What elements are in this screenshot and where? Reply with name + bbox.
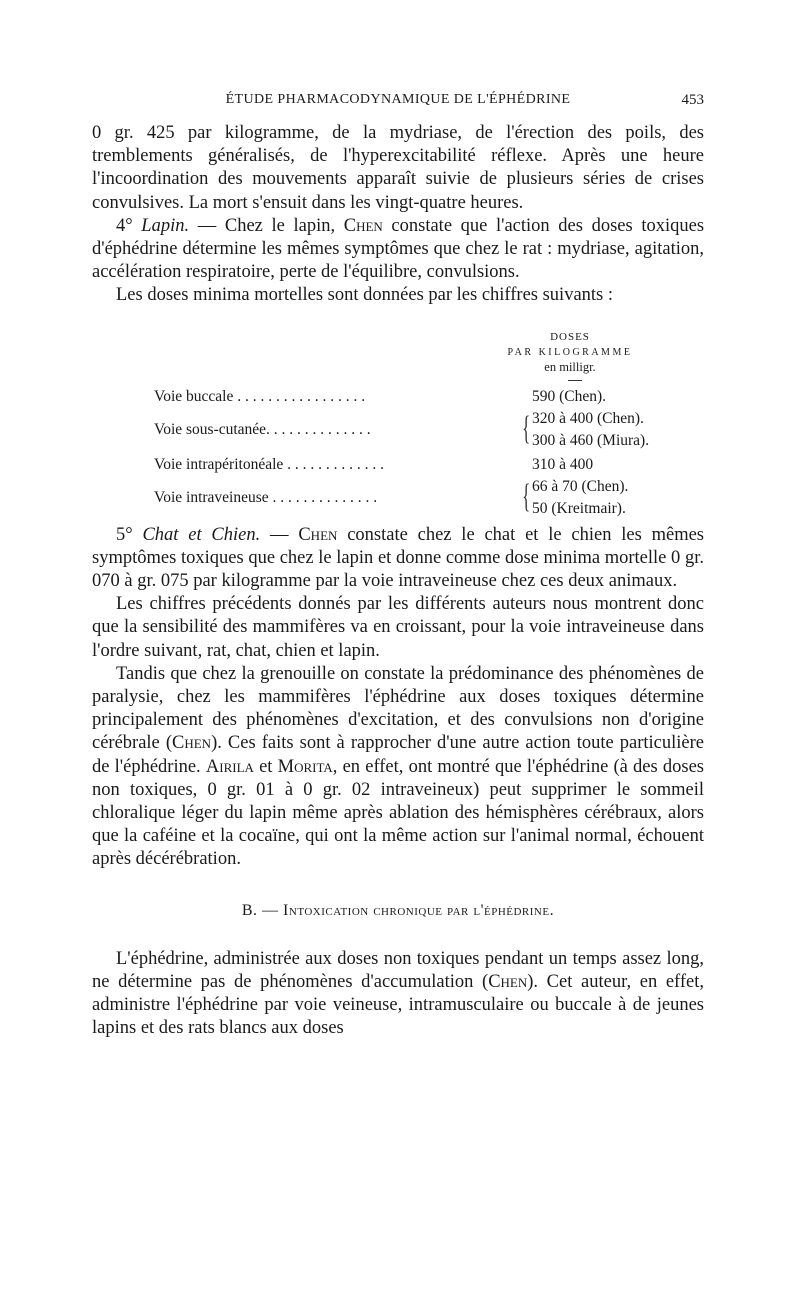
route-label: Voie buccale . . . . . . . . . . . . . . . . . xyxy=(154,387,366,405)
paragraph-text: , en effet, ont montré que l'éphédrine (à des doses non toxiques, 0 gr. 01 à 0 gr. 02 intraveineux) peut supprimer le sommeil chloralique léger du lapin même après ablation des hémisphères cérébraux, alors que la caféine et la cocaïne, qui ont la même action sur l'animal normal, échouent après décérébration. xyxy=(92,756,704,870)
item-number: 4° xyxy=(116,215,133,236)
author-name: Chen xyxy=(172,733,212,754)
table-row xyxy=(154,388,674,410)
species-heading: Chat et Chien. xyxy=(142,524,261,545)
paragraph-chat-chien xyxy=(92,524,704,594)
route-label: Voie intrapéritonéale . . . . . . . . . . . . . xyxy=(154,455,385,473)
brace: { xyxy=(522,477,531,515)
page-body xyxy=(92,122,704,1040)
table-row xyxy=(154,456,674,478)
author-name: Chen xyxy=(488,971,528,992)
paragraph-text: ). Cet auteur, en effet, administre l'éphédrine par voie veineuse, intramusculaire ou buccale à de jeunes lapins et des rats blancs aux doses xyxy=(92,971,705,1039)
dose-value: 590 (Chen). xyxy=(532,387,607,405)
paragraph-chronique xyxy=(92,948,704,1041)
brace: { xyxy=(522,409,531,447)
dose-value: 300 à 460 (Miura). xyxy=(532,431,650,449)
dash: — xyxy=(260,524,299,545)
table-rule xyxy=(568,380,582,381)
table-row xyxy=(154,409,674,449)
author-name: Airila xyxy=(205,756,254,777)
section-heading xyxy=(92,902,704,920)
route-label: Voie sous-cutanée. . . . . . . . . . . . . . xyxy=(154,420,371,438)
paragraph-grenouille xyxy=(92,663,704,872)
paragraph-text: L'éphédrine, administrée aux doses non toxiques pendant un temps assez long, ne détermine pas de phénomènes d'accumulation ( xyxy=(92,948,704,992)
running-title: ÉTUDE PHARMACODYNAMIQUE DE L'ÉPHÉDRINE xyxy=(225,92,571,107)
table-header-line: en milligr. xyxy=(544,359,596,374)
paragraph-text: constate chez le chat et le chien les mêmes symptômes toxiques que chez le lapin et donne comme dose minima mortelle 0 gr. 070 à gr. 075 par kilogramme par la voie intraveineuse chez ces deux animaux. xyxy=(92,524,705,592)
paragraph-text: Tandis que chez la grenouille on constate la prédominance des phénomènes de paralysie, chez les mammifères l'éphédrine aux doses toxiques détermine principalement des phénomènes d'excitation, et des convulsions non d'origine cérébrale ( xyxy=(92,663,704,754)
paragraph-text: ). Ces faits sont à rapprocher d'une autre action toute particulière de l'éphédrine. xyxy=(92,733,704,777)
item-number: 5° xyxy=(116,524,133,545)
section-letter: B. — xyxy=(241,901,284,919)
table-row xyxy=(154,477,674,517)
route-label: Voie intraveineuse . . . . . . . . . . . . . . xyxy=(154,488,378,506)
section-title: Intoxication chronique par l'éphédrine. xyxy=(283,901,555,919)
paragraph-continuation: 0 gr. 425 par kilogramme, de la mydriase, de l'érection des poils, des tremblements généralisés, de l'hyperexcitabilité réflexe. Après une heure l'incoordination des mouvements apparaît suivie de plusieurs séries de crises convulsives. La mort s'ensuit dans les vingt-quatre heures. xyxy=(92,123,704,213)
dash: — Chez le lapin, xyxy=(189,215,344,236)
species-heading: Lapin. xyxy=(141,215,190,236)
paragraph-intro-table: Les doses minima mortelles sont données par les chiffres suivants : xyxy=(116,285,614,306)
paragraph-lapin xyxy=(92,215,704,285)
table-header-line: PAR KILOGRAMME xyxy=(507,346,633,358)
table-header xyxy=(500,330,640,375)
paragraph-sensibilite: Les chiffres précédents donnés par les différents auteurs nous montrent donc que la sensibilité des mammifères va en croissant, pour la voie intraveineuse dans l'ordre suivant, rat, chat, chien et lapin. xyxy=(92,594,704,661)
author-name: Chen xyxy=(298,524,338,545)
paragraph-text: constate que l'action des doses toxiques d'éphédrine détermine les mêmes symptômes que chez le rat : mydriase, agitation, accélération respiratoire, perte de l'équilibre, convulsions. xyxy=(92,215,705,283)
paragraph-text: et xyxy=(253,756,278,777)
table-header-line: DOSES xyxy=(550,330,590,343)
author-name: Morita xyxy=(277,756,333,777)
author-name: Chen xyxy=(343,215,383,236)
dose-value: 310 à 400 xyxy=(532,455,594,473)
dose-value: 50 (Kreitmair). xyxy=(532,499,626,517)
dose-value: 320 à 400 (Chen). xyxy=(532,409,644,427)
dose-value: 66 à 70 (Chen). xyxy=(532,477,629,495)
running-head xyxy=(92,92,704,116)
dose-table xyxy=(92,322,704,517)
page-number: 453 xyxy=(681,92,704,108)
